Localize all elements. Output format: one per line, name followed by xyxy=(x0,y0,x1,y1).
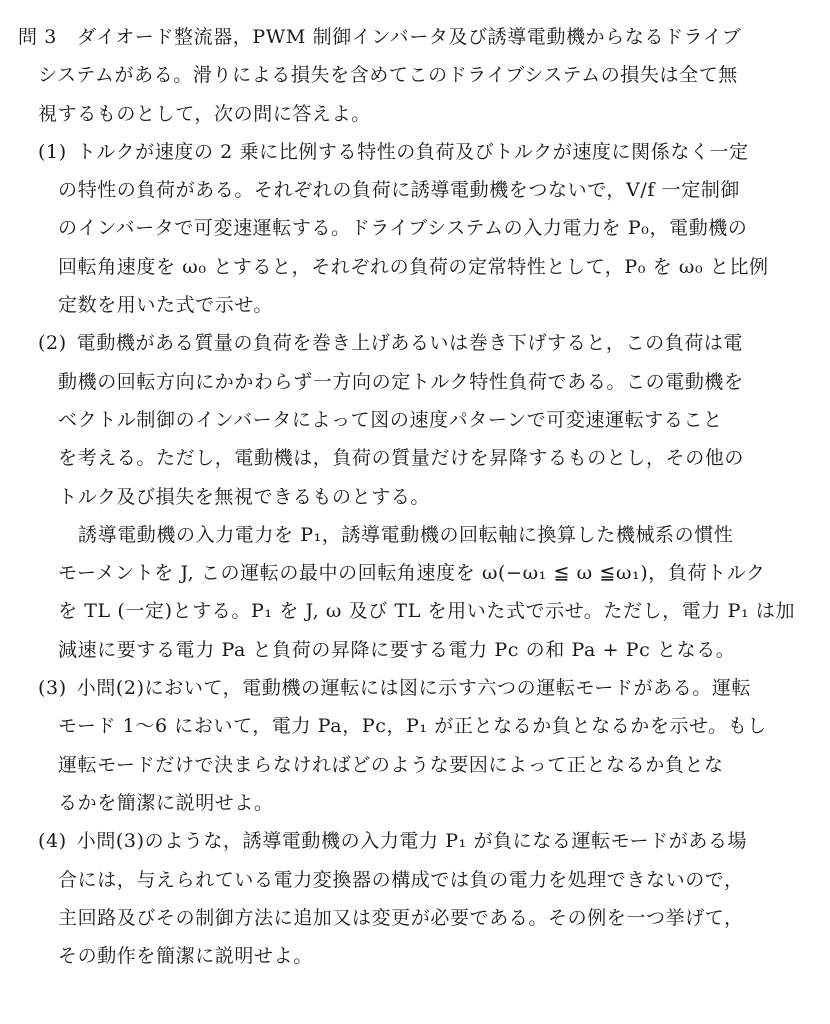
question-3-line-1 xyxy=(18,669,790,707)
question-3-text-1: 小問(2)において，電動機の運転には図に示す六つの運転モードがある。運転 xyxy=(76,677,752,700)
question-2-line-1 xyxy=(18,324,790,362)
problem-intro-line-1 xyxy=(18,18,790,56)
question-1-line-5: 定数を用いた式で示せ。 xyxy=(58,294,274,317)
question-4-text-1: 小問(3)のような，誘導電動機の入力電力 P₁ が負になる運転モードがある場 xyxy=(76,830,748,853)
problem-number: 問 3 xyxy=(18,26,57,48)
question-2-para2-line-2: モーメントを J, この運転の最中の回転角速度を ω(−ω₁ ≦ ω ≦ω₁)，負荷トルク xyxy=(58,562,766,585)
question-4-line-3: 主回路及びその制御方法に追加又は変更が必要である。その例を一つ挙げて， xyxy=(58,906,744,929)
problem-intro-line-2: システムがある。滑りによる損失を含めてこのドライブシステムの損失は全て無 xyxy=(38,64,738,87)
problem-intro-line-3: 視するものとして，次の問に答えよ。 xyxy=(38,102,371,125)
question-1-text-1: トルクが速度の 2 乗に比例する特性の負荷及びトルクが速度に関係なく一定 xyxy=(76,140,749,163)
question-1-number: (1) xyxy=(38,140,67,163)
question-1-line-4: 回転角速度を ω₀ とすると，それぞれの負荷の定常特性として，P₀ を ω₀ と比例 xyxy=(58,255,769,278)
question-2-line-4: を考える。ただし，電動機は，負荷の質量だけを昇降するものとし，その他の xyxy=(58,447,745,470)
question-1-line-3: のインバータで可変速運転する。ドライブシステムの入力電力を P₀，電動機の xyxy=(58,217,748,240)
question-4-line-1 xyxy=(18,822,790,860)
question-3-line-3: 運転モードだけで決まらなければどのような要因によって正となるか負とな xyxy=(58,753,724,776)
question-2-para2-line-3: を TL (一定)とする。P₁ を J, ω 及び TL を用いた式で示せ。ただし，電力 P₁ は加 xyxy=(58,600,796,623)
question-4-line-2: 合には，与えられている電力変換器の構成では負の電力を処理できないので， xyxy=(58,868,744,891)
question-2-para2-line-4: 減速に要する電力 Pa と負荷の昇降に要する電力 Pc の和 Pa + Pc となる。 xyxy=(58,638,736,661)
question-3-line-2: モード 1〜6 において，電力 Pa，Pc，P₁ が正となるか負となるかを示せ。もし xyxy=(58,715,767,738)
question-2-para2-line-1: 誘導電動機の入力電力を P₁，誘導電動機の回転軸に換算した機械系の慣性 xyxy=(78,523,734,546)
question-4-number: (4) xyxy=(38,830,67,853)
question-2-number: (2) xyxy=(38,332,67,355)
question-2-line-3: ベクトル制御のインバータによって図の速度パターンで可変速運転すること xyxy=(58,408,723,431)
question-2-line-5: トルク及び損失を無視できるものとする。 xyxy=(58,485,431,508)
question-1-line-1 xyxy=(18,133,790,171)
question-3-number: (3) xyxy=(38,677,67,700)
question-4-line-4: その動作を簡潔に説明せよ。 xyxy=(58,945,313,968)
question-1-line-2: の特性の負荷がある。それぞれの負荷に誘導電動機をつないで，V/f 一定制御 xyxy=(58,179,741,202)
problem-intro-text-1: ダイオード整流器，PWM 制御インバータ及び誘導電動機からなるドライブ xyxy=(76,26,742,48)
question-2-text-1: 電動機がある質量の負荷を巻き上げあるいは巻き下げすると，この負荷は電 xyxy=(76,332,744,355)
question-2-line-2: 動機の回転方向にかかわらず一方向の定トルク特性負荷である。この電動機を xyxy=(58,370,744,393)
question-3-line-4: るかを簡潔に説明せよ。 xyxy=(58,791,274,814)
